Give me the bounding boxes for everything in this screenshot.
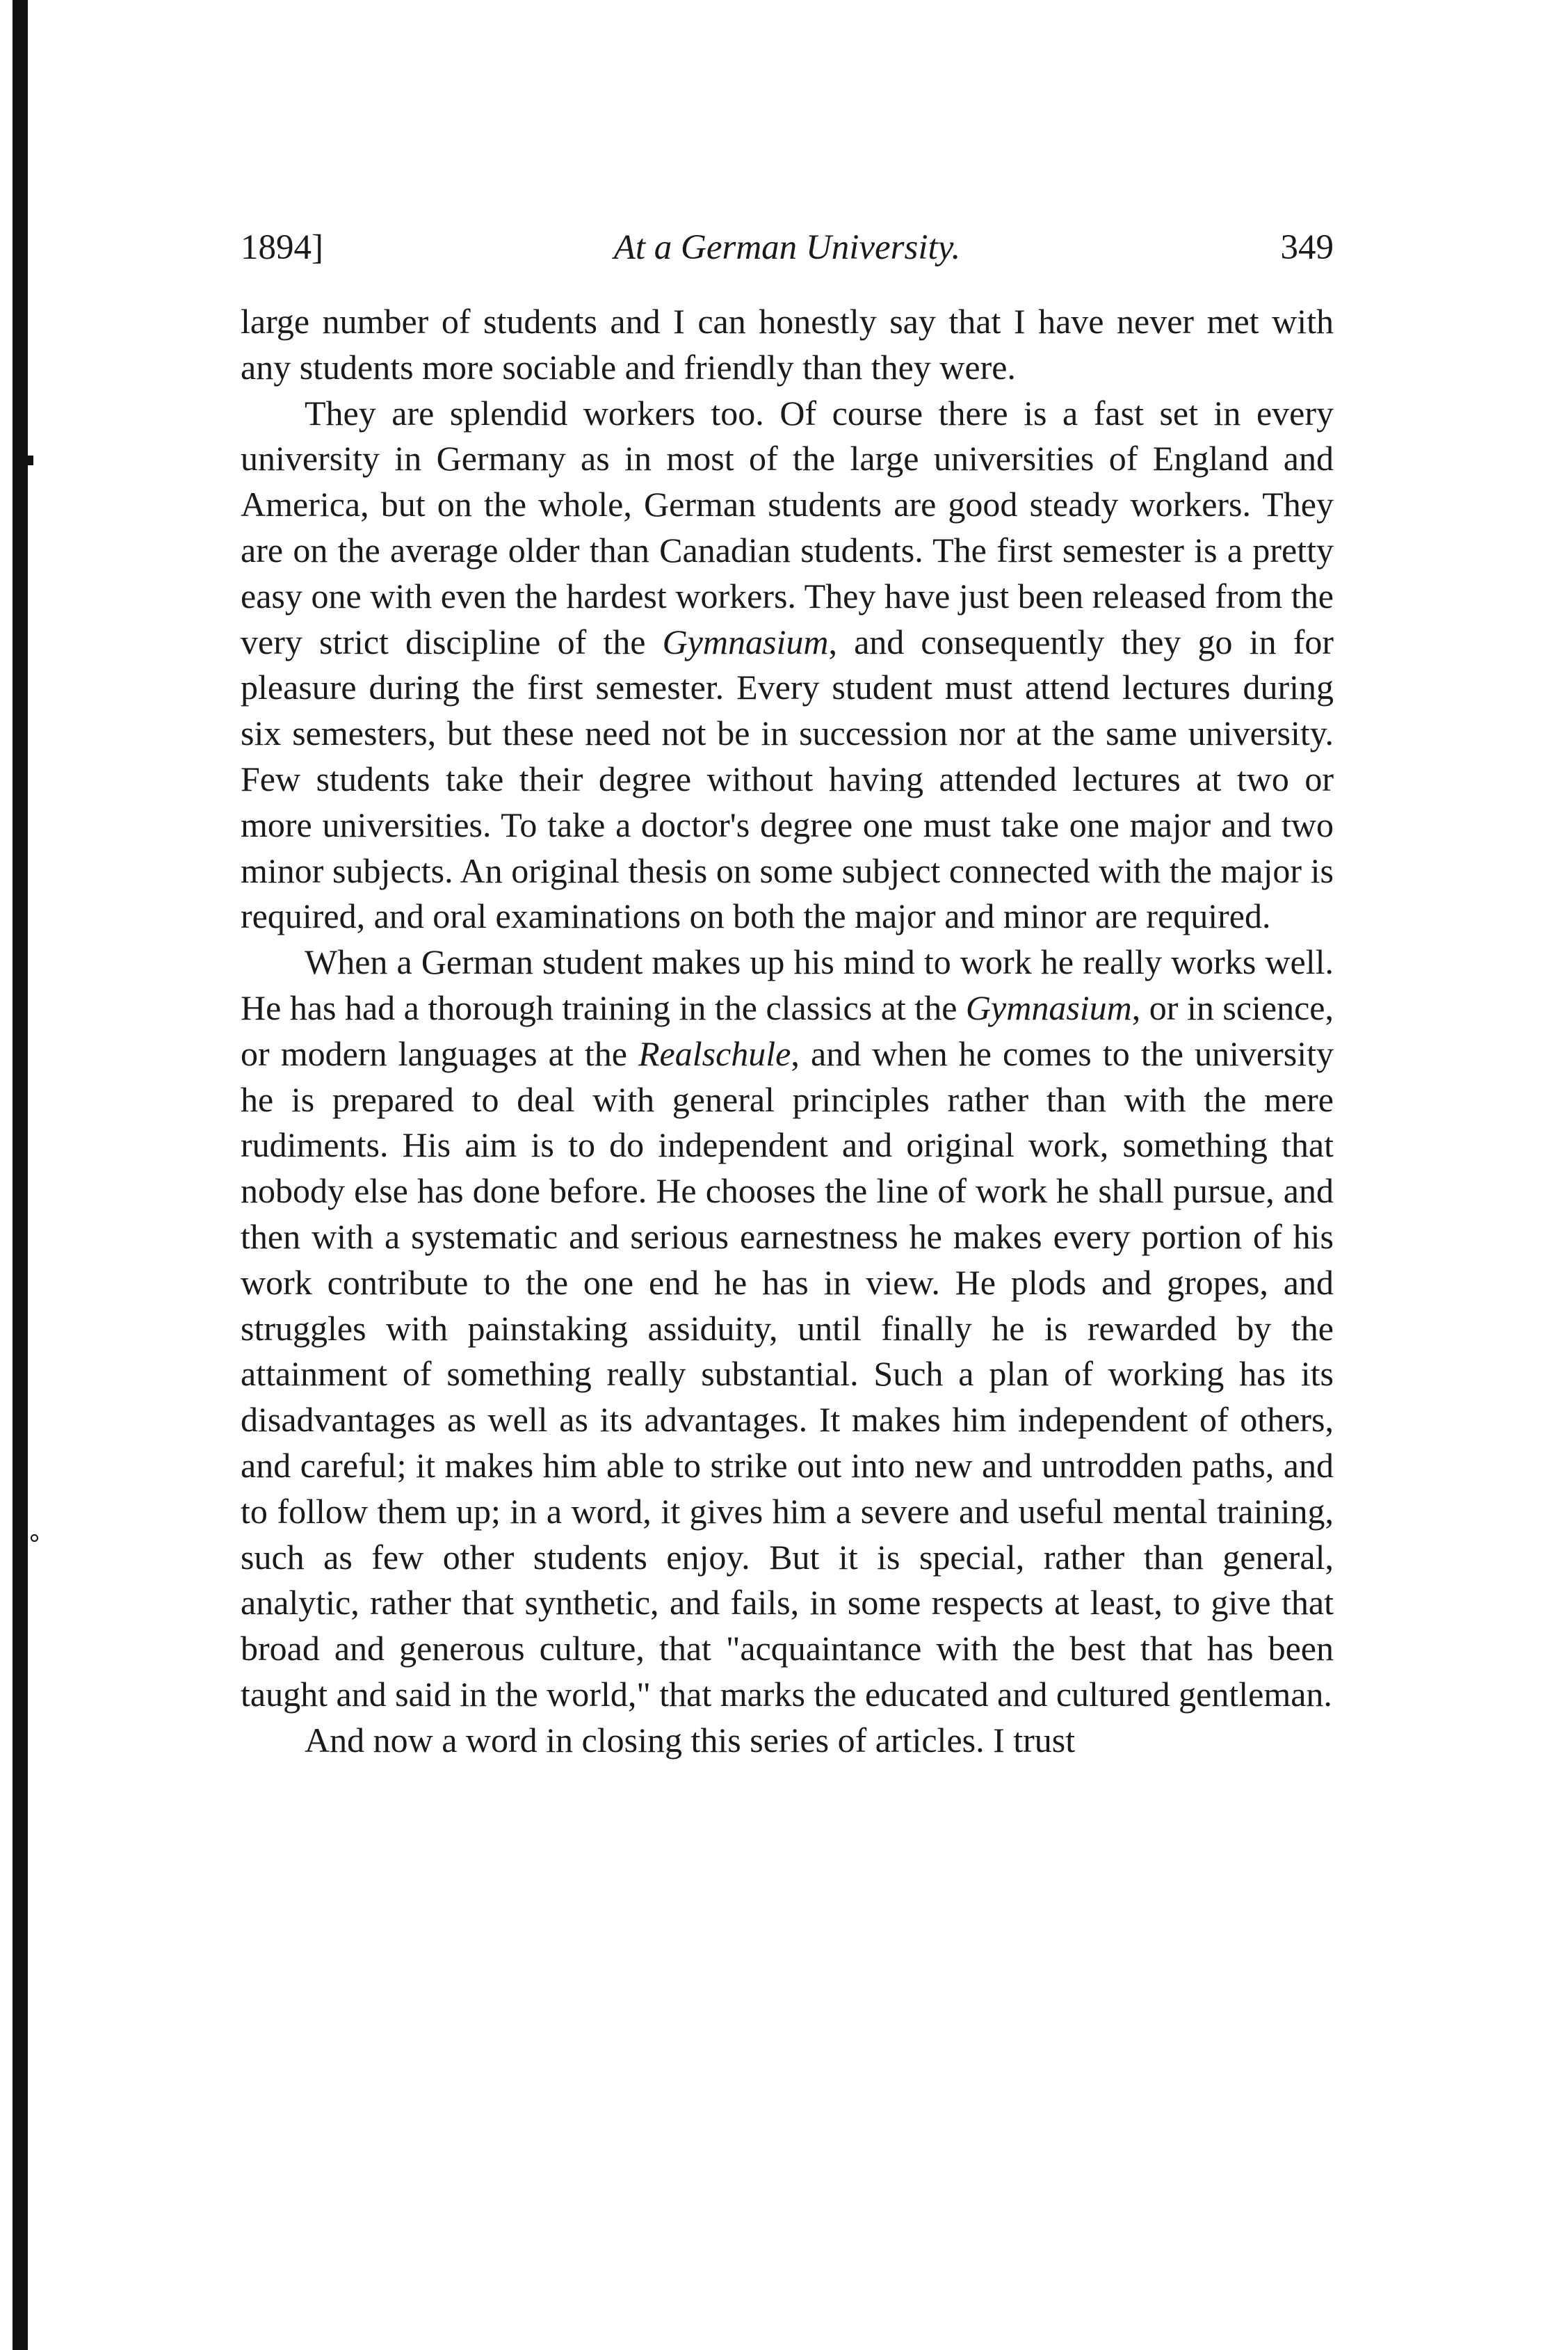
paragraph-3-text-a: When a German student makes up his mind to work he really works well. He has had a thorough training in the classics at the [241, 942, 1334, 1027]
paragraph-2-text-b: , and consequently they go in for pleasure during the first semester. Every student must attend lectures during six semesters, but these need not be in succession nor at the same university. Few students take their degree without having attended lectures at two or more universities. To take a doctor's degree one must take one major and two minor subjects. An original thesis on some subject connected with the major is required, and oral examinations on both the major and minor are required. [241, 622, 1334, 936]
header-title: At a German University. [613, 228, 961, 267]
paragraph-4: And now a word in closing this series of articles. I trust [305, 1720, 1076, 1760]
running-header [241, 220, 1334, 275]
margin-mark [28, 456, 33, 465]
paragraph-3-text-b: , or in science, or modern languages at the [241, 988, 1334, 1073]
header-year: 1894] [241, 228, 323, 267]
paragraph-2-text-a: They are splendid workers too. Of course there is a fast set in every university in Germany as in most of the large universities of England and America, but on the whole, German students are good steady workers. They are on the average older than Canadian students. The first semester is a pretty easy one with even the hardest workers. They have just been released from the very strict discipline of the [241, 393, 1334, 661]
paragraph-2 [241, 391, 1334, 940]
margin-hole-mark [31, 1534, 38, 1542]
paragraph-3-italic-2: Realschule [638, 1033, 791, 1073]
article-body [241, 299, 1334, 1764]
paragraph-2-italic: Gymnasium [662, 622, 829, 661]
page-binding-edge [13, 0, 28, 2350]
paragraph-3-italic-1: Gymnasium [965, 988, 1132, 1027]
paragraph-3-text-c: , and when he comes to the university he is prepared to deal with general principles rather than with the mere rudiments. His aim is to do independent and original work, something that nobody else has done before. He chooses the line of work he shall pursue, and then with a systematic and serious earnestness he makes every portion of his work contribute to the one end he has in view. He plods and gropes, and struggles with painstaking assiduity, until finally he is rewarded by the attainment of something really substantial. Such a plan of working has its disadvantages as well as its advantages. It makes him independent of others, and careful; it makes him able to strike out into new and untrodden paths, and to follow them up; in a word, it gives him a severe and useful mental training, such as few other students enjoy. But it is special, rather than general, analytic, rather that synthetic, and fails, in some respects at least, to give that broad and generous culture, that "acquaintance with the best that has been taught and said in the world," that marks the educated and cultured gentleman. [241, 1033, 1334, 1714]
paragraph-3 [241, 940, 1334, 1718]
paragraph-1: large number of students and I can honestly say that I have never met with any students more sociable and friendly than they were. [241, 302, 1334, 387]
page-number: 349 [1280, 228, 1334, 267]
